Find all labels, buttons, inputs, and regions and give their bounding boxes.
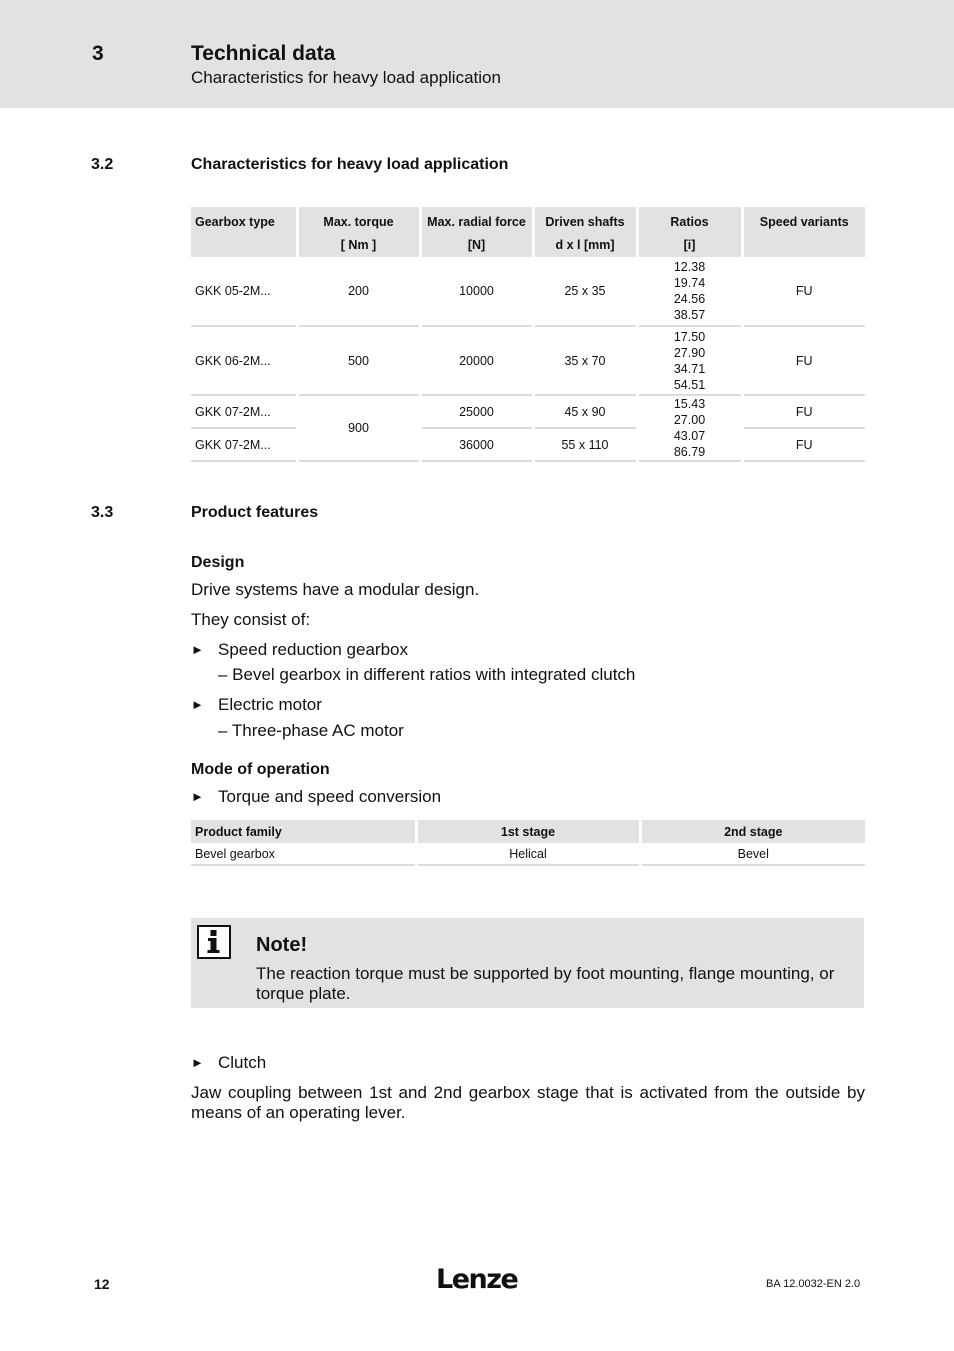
spec-header-row (191, 207, 865, 257)
cell-speed-variant: FU (742, 395, 865, 428)
header-text: Speed variants (759, 215, 849, 229)
cell-speed-variant: FU (742, 257, 865, 326)
section-title: Characteristics for heavy load application (191, 156, 509, 173)
header-unit: [i] (683, 238, 696, 252)
bullet-arrow-icon: ► (191, 642, 204, 657)
chapter-header-band (0, 0, 954, 108)
chapter-title: Technical data (191, 42, 336, 65)
ratio-value: 15.43 (673, 397, 706, 411)
ratio-value: 24.56 (673, 292, 706, 306)
cell-speed-variant: FU (742, 428, 865, 461)
ratio-value: 27.00 (673, 413, 706, 427)
list-item-label: Torque and speed conversion (218, 787, 442, 806)
col-header-2nd-stage: 2nd stage (640, 820, 865, 843)
cell-radial-force: 36000 (420, 428, 533, 461)
bullet-arrow-icon: ► (191, 789, 204, 804)
design-paragraph: Drive systems have a modular design. (191, 580, 480, 599)
note-title: Note! (256, 934, 308, 956)
cell-speed-variant: FU (742, 326, 865, 395)
cell-gearbox-type: GKK 06-2M... (191, 326, 297, 395)
cell-shafts: 25 x 35 (533, 257, 637, 326)
list-item (191, 787, 441, 807)
col-header-ratios (637, 207, 742, 257)
cell-gearbox-type: GKK 07-2M... (191, 395, 297, 428)
table-row (191, 395, 865, 428)
header-text: Gearbox type (195, 215, 275, 229)
cell-torque: 500 (297, 326, 420, 395)
cell-radial-force: 20000 (420, 326, 533, 395)
family-header-row (191, 820, 865, 843)
header-text: Max. radial force (427, 215, 526, 229)
col-header-driven-shafts (533, 207, 637, 257)
cell-gearbox-type: GKK 05-2M... (191, 257, 297, 326)
ratio-value: 34.71 (673, 361, 706, 376)
section-title: Product features (191, 504, 319, 521)
cell-torque: 200 (297, 257, 420, 326)
cell-product-family: Bevel gearbox (191, 843, 416, 865)
clutch-description: Jaw coupling between 1st and 2nd gearbox stage that is activated from the outside by means of an operating lever. (191, 1083, 865, 1122)
section-number: 3.2 (91, 156, 114, 173)
design-paragraph: They consist of: (191, 610, 311, 629)
chapter-subtitle: Characteristics for heavy load application (191, 68, 501, 87)
note-text: The reaction torque must be supported by foot mounting, flange mounting, or torque plate. (256, 964, 835, 1003)
col-header-1st-stage: 1st stage (416, 820, 640, 843)
cell-shafts: 55 x 110 (533, 428, 637, 461)
design-heading: Design (191, 554, 245, 571)
header-unit: d x l [mm] (555, 238, 615, 252)
spec-table-container (191, 207, 865, 462)
list-item-label: Electric motor (218, 695, 322, 714)
lenze-logo: Lenze (436, 1264, 518, 1295)
list-item-label: Speed reduction gearbox (218, 640, 408, 659)
list-subitem: – Bevel gearbox in different ratios with integrated clutch (218, 665, 636, 684)
col-header-product-family: Product family (191, 820, 416, 843)
ratio-value: 12.38 (673, 260, 706, 274)
spec-table (191, 207, 865, 462)
product-family-table (191, 820, 865, 866)
document-id: BA 12.0032-EN 2.0 (766, 1278, 861, 1290)
info-icon (197, 925, 231, 959)
table-row (191, 843, 865, 865)
col-header-max-torque (297, 207, 420, 257)
section-number: 3.3 (91, 504, 114, 521)
list-item (191, 1053, 266, 1073)
cell-gearbox-type: GKK 07-2M... (191, 428, 297, 461)
cell-ratios (637, 257, 742, 326)
list-item (191, 640, 408, 660)
page-number: 12 (94, 1276, 110, 1292)
ratio-value: 17.50 (673, 329, 706, 344)
table-row (191, 257, 865, 326)
cell-ratios (637, 326, 742, 395)
mode-heading: Mode of operation (191, 761, 330, 778)
chapter-number: 3 (92, 42, 104, 65)
cell-radial-force: 25000 (420, 395, 533, 428)
cell-1st-stage: Helical (416, 843, 640, 865)
cell-ratios (637, 395, 742, 461)
cell-radial-force: 10000 (420, 257, 533, 326)
table-row (191, 428, 865, 461)
header-text: Max. torque (323, 215, 394, 229)
ratio-value: 86.79 (673, 445, 706, 459)
col-header-gearbox-type (191, 207, 297, 257)
ratio-value: 27.90 (673, 345, 706, 360)
header-text: Ratios (670, 215, 709, 229)
list-item-label: Clutch (218, 1053, 267, 1072)
cell-2nd-stage: Bevel (640, 843, 865, 865)
list-subitem: – Three-phase AC motor (218, 721, 404, 740)
header-unit: [N] (467, 238, 486, 252)
ratio-value: 43.07 (673, 429, 706, 443)
ratio-value: 19.74 (673, 276, 706, 290)
table-row (191, 326, 865, 395)
list-item (191, 695, 322, 715)
cell-shafts: 35 x 70 (533, 326, 637, 395)
col-header-max-radial-force (420, 207, 533, 257)
col-header-speed-variants (742, 207, 865, 257)
bullet-arrow-icon: ► (191, 1055, 204, 1070)
ratio-value: 54.51 (673, 377, 706, 392)
cell-torque: 900 (297, 395, 420, 461)
cell-shafts: 45 x 90 (533, 395, 637, 428)
ratio-value: 38.57 (673, 308, 706, 322)
header-text: Driven shafts (545, 215, 625, 229)
header-unit: [ Nm ] (340, 238, 377, 252)
bullet-arrow-icon: ► (191, 697, 204, 712)
